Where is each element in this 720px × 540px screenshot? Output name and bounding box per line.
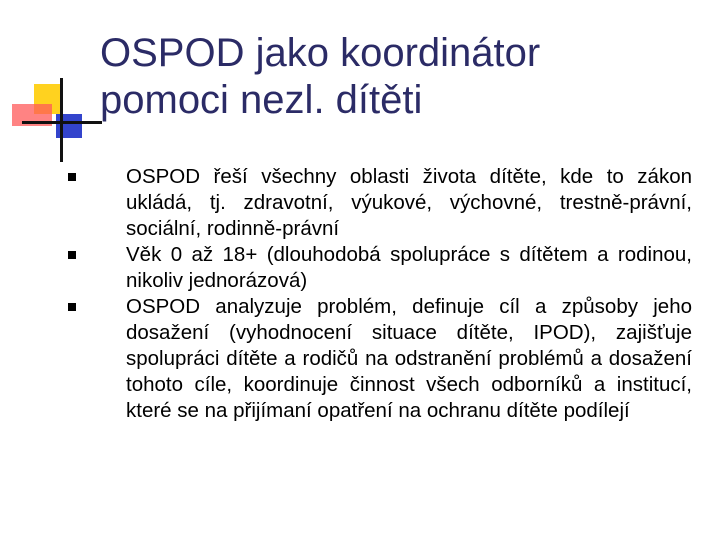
- slide-logo-decoration: [0, 0, 110, 170]
- bullet-item-1: [68, 164, 692, 242]
- bullet-square-icon: [68, 173, 76, 181]
- bullet-item-3: [68, 294, 692, 424]
- slide-title-line-1: OSPOD jako koordinátor: [100, 31, 541, 75]
- bullet-text-3: OSPOD analyzuje problém, definuje cíl a způsoby jeho dosažení (vyhodnocení situace dítěte, IPOD), zajišťuje spolupráci dítěte a rodičů na odstranění problémů a dosažení tohoto cíle, koordinuje činnost všech odborníků a institucí, které se na přijímaní opatření na ochranu dítěte podílejí: [126, 295, 692, 422]
- logo-vertical-line: [60, 78, 63, 162]
- bullet-square-icon: [68, 251, 76, 259]
- logo-horizontal-line: [22, 121, 102, 124]
- bullet-item-2: [68, 242, 692, 294]
- bullet-list: [68, 164, 692, 424]
- bullet-square-icon: [68, 303, 76, 311]
- slide-title-line-2: pomoci nezl. dítěti: [100, 78, 423, 122]
- bullet-text-2: Věk 0 až 18+ (dlouhodobá spolupráce s dítětem a rodinou, nikoliv jednorázová): [126, 243, 692, 292]
- bullet-text-1: OSPOD řeší všechny oblasti života dítěte, kde to zákon ukládá, tj. zdravotní, výukové, výchovné, trestně-právní, sociální, rodinně-právní: [126, 165, 692, 240]
- slide-title: [100, 30, 700, 124]
